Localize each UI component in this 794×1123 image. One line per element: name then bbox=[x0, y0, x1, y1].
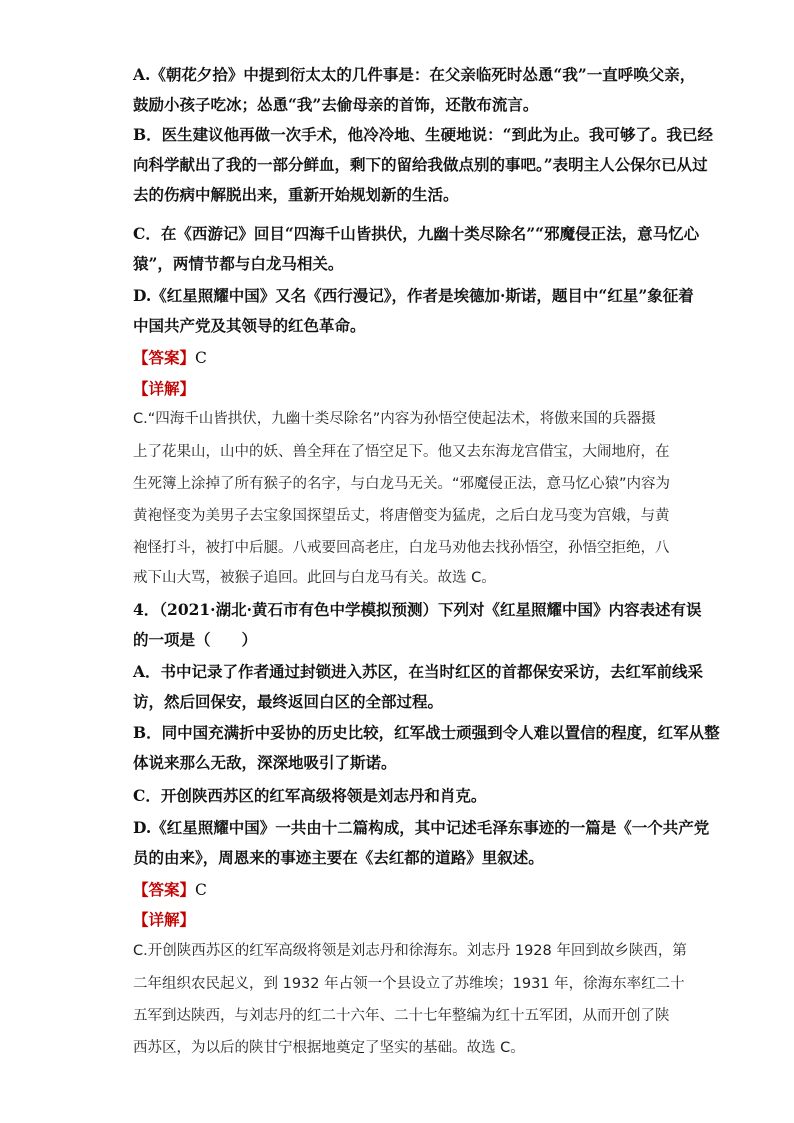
q4-option-b-line-1: B．同中国充满折中妥协的历史比较，红军战士顽强到令人难以置信的程度，红军从整 bbox=[133, 723, 720, 742]
q3-detail-line-5: 袍怪打斗，被打中后腿。八戒要回高老庄，白龙马劝他去找孙悟空，孙悟空拒绝，八 bbox=[133, 540, 670, 556]
q4-option-d-line-2: 员的由来》，周恩来的事迹主要在《去红都的道路》里叙述。 bbox=[133, 848, 544, 867]
q3-option-a-line-1: A.《朝花夕拾》中提到衍太太的几件事是：在父亲临死时怂恿“我”一直呼唤父亲， bbox=[133, 65, 696, 84]
q4-detail-line-2: 二年组织农民起义，到 1932 年占领一个县设立了苏维埃；1931 年，徐海东率红二十 bbox=[133, 976, 685, 992]
q4-detail-line-3: 五军到达陕西，与刘志丹的红二十六年、二十七年整编为红十五军团，从而开创了陕 bbox=[133, 1008, 670, 1024]
q3-detail-line-4: 黄袍怪变为美男子去宝象国探望岳丈，将唐僧变为猛虎，之后白龙马变为宫娥，与黄 bbox=[133, 508, 670, 524]
q3-option-c-line-2: 猿”，两情节都与白龙马相关。 bbox=[133, 254, 344, 273]
q3-detail-line-1: C.“四海千山皆拱伏，九幽十类尽除名”内容为孙悟空使起法术，将傲来国的兵器摄 bbox=[133, 411, 656, 427]
q3-option-d-line-2: 中国共产党及其领导的红色革命。 bbox=[133, 316, 366, 335]
q4-option-b-line-2: 体说来那么无敌，深深地吸引了斯诺。 bbox=[133, 753, 397, 772]
answer-value: C bbox=[195, 349, 207, 367]
q4-detail-line-1: C.开创陕西苏区的红军高级将领是刘志丹和徐海东。刘志丹 1928 年回到故乡陕西，第 bbox=[133, 943, 687, 959]
q3-detail-line-6: 戒下山大骂，被猴子追回。此回与白龙马有关。故选 C。 bbox=[133, 570, 496, 586]
q4-stem-line-2: 的一项是（ ） bbox=[133, 630, 258, 649]
q4-detail-label: 【详解】 bbox=[133, 910, 196, 929]
q4-detail-line-4: 西苏区，为以后的陕甘宁根据地奠定了坚实的基础。故选 C。 bbox=[133, 1040, 525, 1056]
q4-option-c-line-1: C．开创陕西苏区的红军高级将领是刘志丹和肖克。 bbox=[133, 786, 487, 805]
q3-option-d-line-1: D.《红星照耀中国》又名《西行漫记》，作者是埃德加·斯诺，题目中“红星”象征着 bbox=[133, 286, 694, 305]
answer-value: C bbox=[195, 881, 207, 899]
q3-answer bbox=[133, 348, 207, 368]
q4-option-a-line-2: 访，然后回保安，最终返回白区的全部过程。 bbox=[133, 692, 444, 711]
q3-option-b-line-2: 向科学献出了我的一部分鲜血，剩下的留给我做点别的事吧。”表明主人公保尔已从过 bbox=[133, 155, 708, 174]
q4-option-a-line-1: A．书中记录了作者通过封锁进入苏区，在当时红区的首都保安采访，去红军前线采 bbox=[133, 662, 704, 681]
q4-stem-line-1: 4．（2021·湖北·黄石市有色中学模拟预测）下列对《红星照耀中国》内容表述有误 bbox=[133, 600, 702, 619]
q3-detail-line-3: 生死簿上涂掉了所有猴子的名字，与白龙马无关。“邪魔侵正法，意马忆心猿”内容为 bbox=[133, 476, 671, 492]
q3-option-c-line-1: C．在《西游记》回目“四海千山皆拱伏，九幽十类尽除名”“邪魔侵正法，意马忆心 bbox=[133, 224, 700, 243]
q3-option-b-line-3: 去的伤病中解脱出来，重新开始规划新的生活。 bbox=[133, 185, 459, 204]
q4-answer bbox=[133, 880, 207, 900]
q3-option-a-line-2: 鼓励小孩子吃冰；怂恿“我”去偷母亲的首饰，还散布流言。 bbox=[133, 95, 539, 114]
answer-label: 【答案】 bbox=[133, 348, 196, 367]
q3-detail-line-2: 上了花果山，山中的妖、兽全拜在了悟空足下。他又去东海龙宫借宝，大闹地府，在 bbox=[133, 444, 670, 460]
q4-option-d-line-1: D.《红星照耀中国》一共由十二篇构成，其中记述毛泽东事迹的一篇是《一个共产党 bbox=[133, 818, 710, 837]
q3-detail-label: 【详解】 bbox=[133, 379, 196, 398]
q3-option-b-line-1: B．医生建议他再做一次手术，他冷冷地、生硬地说：“到此为止。我可够了。我已经 bbox=[133, 125, 714, 144]
answer-label: 【答案】 bbox=[133, 880, 196, 899]
